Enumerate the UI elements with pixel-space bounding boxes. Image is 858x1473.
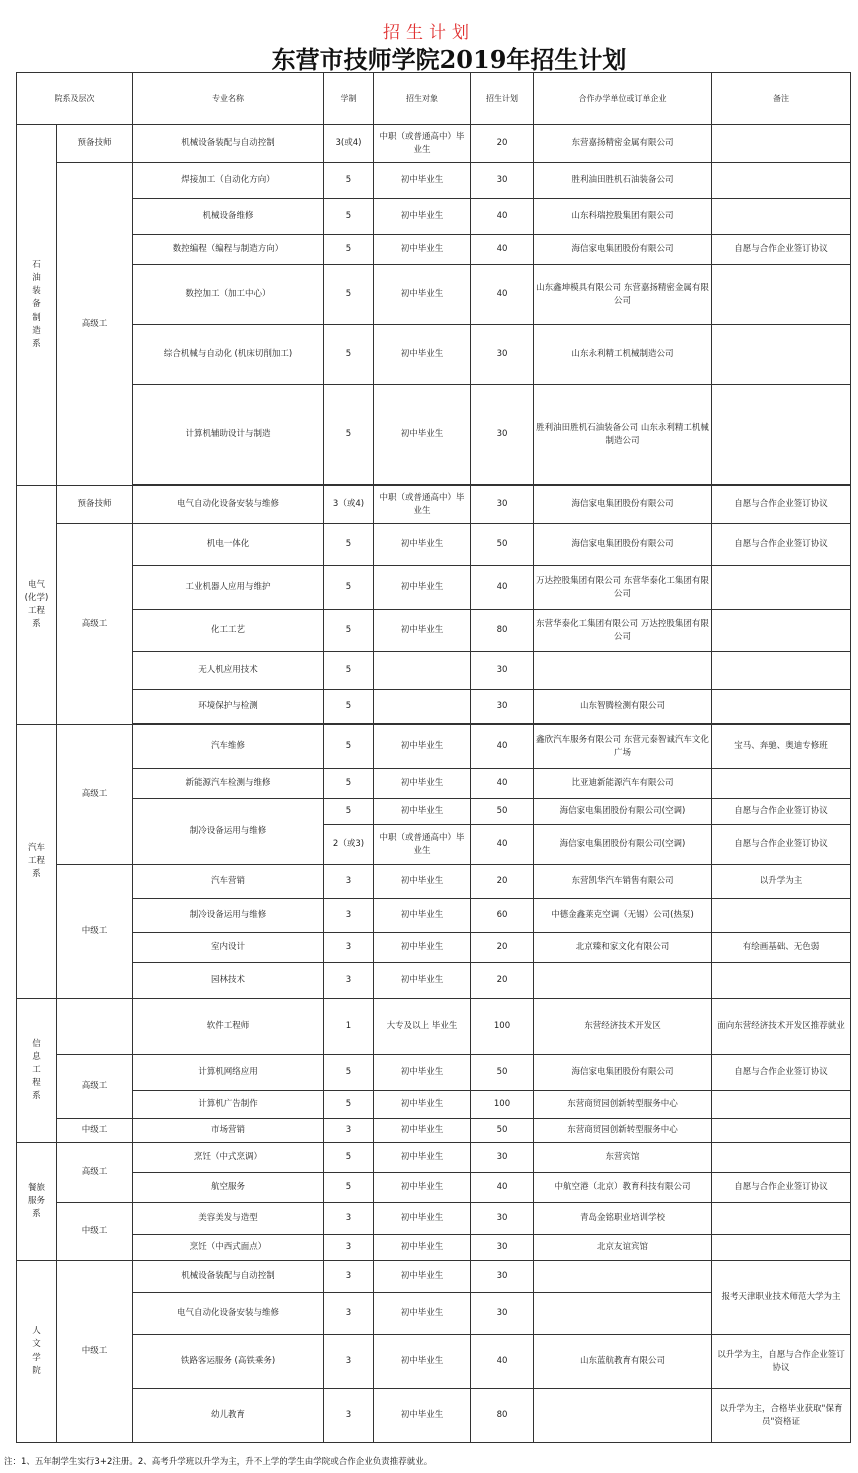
major-cell: 工业机器人应用与维护 [133, 566, 324, 610]
remark-cell [712, 1143, 851, 1173]
years-cell: 5 [324, 1143, 374, 1173]
table-row [17, 610, 851, 652]
target-cell: 初中毕业生 [374, 963, 471, 999]
header-dept-level: 院系及层次 [17, 73, 133, 125]
remark-cell [712, 690, 851, 724]
partner-cell: 海信家电集团股份有限公司 [534, 524, 712, 566]
dept-cell: 汽车工程系 [17, 725, 57, 999]
table-row [17, 1235, 851, 1261]
partner-cell: 胜利油田胜机石油装备公司 [534, 163, 712, 199]
plan-cell: 50 [471, 799, 534, 825]
dept-cell: 电气(化学)工程系 [17, 486, 57, 725]
target-cell: 初中毕业生 [374, 1143, 471, 1173]
years-cell: 5 [324, 199, 374, 235]
remark-cell: 面向东营经济技术开发区推荐就业 [712, 999, 851, 1055]
plan-cell: 80 [471, 610, 534, 652]
table-row [17, 1055, 851, 1091]
years-cell: 3 [324, 963, 374, 999]
target-cell: 初中毕业生 [374, 385, 471, 485]
major-cell: 烹饪（中式烹调） [133, 1143, 324, 1173]
target-cell: 初中毕业生 [374, 1055, 471, 1091]
remark-cell [712, 652, 851, 690]
major-cell: 数控编程（编程与制造方向） [133, 235, 324, 265]
plan-cell: 30 [471, 1203, 534, 1235]
table-row [17, 769, 851, 799]
partner-cell: 海信家电集团股份有限公司 [534, 486, 712, 524]
years-cell: 5 [324, 799, 374, 825]
target-cell [374, 690, 471, 724]
table-row [17, 486, 851, 524]
remark-cell [712, 325, 851, 385]
remark-cell: 自愿与合作企业签订协议 [712, 486, 851, 524]
header-remark: 备注 [712, 73, 851, 125]
years-cell: 3 [324, 899, 374, 933]
remark-cell: 以升学为主，自愿与合作企业签订协议 [712, 1335, 851, 1389]
major-cell: 园林技术 [133, 963, 324, 999]
remark-cell [712, 610, 851, 652]
remark-cell: 有绘画基础、无色弱 [712, 933, 851, 963]
plan-cell: 30 [471, 1293, 534, 1335]
plan-cell: 30 [471, 325, 534, 385]
major-cell: 美容美发与造型 [133, 1203, 324, 1235]
plan-cell: 50 [471, 524, 534, 566]
table-row [17, 566, 851, 610]
partner-cell: 海信家电集团股份有限公司(空调) [534, 799, 712, 825]
major-cell: 机械设备装配与自动控制 [133, 1261, 324, 1293]
plan-cell: 30 [471, 690, 534, 724]
target-cell: 初中毕业生 [374, 899, 471, 933]
remark-cell [712, 769, 851, 799]
major-cell: 汽车营销 [133, 865, 324, 899]
partner-cell: 海信家电集团股份有限公司 [534, 235, 712, 265]
plan-cell: 40 [471, 769, 534, 799]
level-cell: 预备技师 [57, 125, 133, 163]
years-cell: 5 [324, 566, 374, 610]
major-cell: 新能源汽车检测与维修 [133, 769, 324, 799]
major-cell: 计算机广告制作 [133, 1091, 324, 1119]
plan-cell: 50 [471, 1055, 534, 1091]
plan-cell: 40 [471, 825, 534, 865]
partner-cell [534, 1389, 712, 1443]
target-cell: 初中毕业生 [374, 325, 471, 385]
table-row [17, 865, 851, 899]
years-cell: 3 [324, 1389, 374, 1443]
remark-cell: 自愿与合作企业签订协议 [712, 524, 851, 566]
dept-cell: 石油装备制造系 [17, 125, 57, 486]
remark-cell [712, 963, 851, 999]
plan-cell: 40 [471, 1173, 534, 1203]
level-cell: 预备技师 [57, 486, 133, 524]
table-row [17, 1203, 851, 1235]
table-row [17, 1335, 851, 1389]
plan-cell: 40 [471, 1335, 534, 1389]
target-cell: 初中毕业生 [374, 1293, 471, 1335]
years-cell: 2（或3) [324, 825, 374, 865]
target-cell: 初中毕业生 [374, 566, 471, 610]
plan-cell: 20 [471, 963, 534, 999]
years-cell: 3（或4) [324, 486, 374, 524]
level-cell: 中级工 [57, 1119, 133, 1143]
table-row [17, 1173, 851, 1203]
years-cell: 5 [324, 769, 374, 799]
partner-cell: 北京友谊宾馆 [534, 1235, 712, 1261]
table-row [17, 1091, 851, 1119]
partner-cell: 比亚迪新能源汽车有限公司 [534, 769, 712, 799]
table-row [17, 125, 851, 163]
target-cell: 初中毕业生 [374, 199, 471, 235]
top-label: 招生计划 [383, 23, 475, 43]
plan-cell: 30 [471, 1143, 534, 1173]
table-row [17, 163, 851, 199]
plan-cell: 30 [471, 163, 534, 199]
major-cell: 数控加工（加工中心） [133, 265, 324, 325]
header-major: 专业名称 [133, 73, 324, 125]
target-cell: 初中毕业生 [374, 235, 471, 265]
header-partner: 合作办学单位或订单企业 [534, 73, 712, 125]
target-cell: 初中毕业生 [374, 265, 471, 325]
plan-cell: 100 [471, 1091, 534, 1119]
years-cell: 5 [324, 385, 374, 485]
years-cell: 3 [324, 1261, 374, 1293]
plan-cell: 100 [471, 999, 534, 1055]
partner-cell [534, 1293, 712, 1335]
remark-cell: 自愿与合作企业签订协议 [712, 825, 851, 865]
major-cell: 制冷设备运用与维修 [133, 799, 324, 865]
plan-cell: 40 [471, 566, 534, 610]
years-cell: 5 [324, 325, 374, 385]
years-cell: 5 [324, 725, 374, 769]
remark-cell: 以升学为主 [712, 865, 851, 899]
remark-cell: 宝马、奔驰、奥迪专修班 [712, 725, 851, 769]
years-cell: 5 [324, 1173, 374, 1203]
target-cell: 中职（或普通高中）毕业生 [374, 125, 471, 163]
plan-cell: 50 [471, 1119, 534, 1143]
major-cell: 烹饪（中西式面点） [133, 1235, 324, 1261]
table-row [17, 235, 851, 265]
target-cell: 大专及以上 毕业生 [374, 999, 471, 1055]
table-row [17, 690, 851, 724]
years-cell: 3 [324, 1203, 374, 1235]
partner-cell: 海信家电集团股份有限公司(空调) [534, 825, 712, 865]
table-row [17, 799, 851, 825]
table-row [17, 1119, 851, 1143]
level-cell: 中级工 [57, 1261, 133, 1443]
partner-cell: 山东智腾检测有限公司 [534, 690, 712, 724]
target-cell: 初中毕业生 [374, 1091, 471, 1119]
major-cell: 环境保护与检测 [133, 690, 324, 724]
years-cell: 5 [324, 1055, 374, 1091]
partner-cell: 山东科瑞控股集团有限公司 [534, 199, 712, 235]
partner-cell: 万达控股集团有限公司 东营华泰化工集团有限公司 [534, 566, 712, 610]
target-cell: 中职（或普通高中）毕业生 [374, 486, 471, 524]
partner-cell: 东营宾馆 [534, 1143, 712, 1173]
target-cell: 初中毕业生 [374, 1173, 471, 1203]
header-target: 招生对象 [374, 73, 471, 125]
target-cell: 初中毕业生 [374, 1119, 471, 1143]
plan-cell: 30 [471, 486, 534, 524]
target-cell: 初中毕业生 [374, 163, 471, 199]
remark-cell: 报考天津职业技术师范大学为主 [712, 1261, 851, 1335]
years-cell: 3 [324, 1335, 374, 1389]
partner-cell: 东营商贸园创新转型服务中心 [534, 1119, 712, 1143]
partner-cell: 海信家电集团股份有限公司 [534, 1055, 712, 1091]
target-cell: 初中毕业生 [374, 933, 471, 963]
years-cell: 3 [324, 933, 374, 963]
target-cell: 初中毕业生 [374, 524, 471, 566]
major-cell: 电气自动化设备安装与维修 [133, 1293, 324, 1335]
remark-cell: 自愿与合作企业签订协议 [712, 799, 851, 825]
years-cell: 3 [324, 865, 374, 899]
table-row [17, 524, 851, 566]
table-row [17, 933, 851, 963]
remark-cell [712, 899, 851, 933]
dept-cell: 人文学院 [17, 1261, 57, 1443]
plan-cell: 20 [471, 933, 534, 963]
plan-cell: 40 [471, 725, 534, 769]
plan-cell: 40 [471, 235, 534, 265]
plan-cell: 20 [471, 125, 534, 163]
table-row [17, 1389, 851, 1443]
page-title: 东营市技师学院2019年招生计划 [271, 45, 627, 74]
partner-cell [534, 963, 712, 999]
remark-cell [712, 125, 851, 163]
major-cell: 机电一体化 [133, 524, 324, 566]
remark-cell [712, 566, 851, 610]
years-cell: 5 [324, 652, 374, 690]
partner-cell: 山东鑫坤模具有限公司 东营嘉扬精密金属有限公司 [534, 265, 712, 325]
major-cell: 汽车维修 [133, 725, 324, 769]
remark-cell [712, 1091, 851, 1119]
dept-cell: 信息工程系 [17, 999, 57, 1143]
partner-cell: 山东永利精工机械制造公司 [534, 325, 712, 385]
target-cell: 初中毕业生 [374, 1335, 471, 1389]
target-cell: 初中毕业生 [374, 610, 471, 652]
remark-cell [712, 1235, 851, 1261]
target-cell: 初中毕业生 [374, 1389, 471, 1443]
partner-cell [534, 1261, 712, 1293]
remark-cell: 自愿与合作企业签订协议 [712, 235, 851, 265]
target-cell: 初中毕业生 [374, 769, 471, 799]
partner-cell: 东营经济技术开发区 [534, 999, 712, 1055]
table-row [17, 199, 851, 235]
major-cell: 电气自动化设备安装与维修 [133, 486, 324, 524]
partner-cell: 中航空港（北京）教育科技有限公司 [534, 1173, 712, 1203]
years-cell: 1 [324, 999, 374, 1055]
remark-cell [712, 385, 851, 485]
partner-cell: 胜利油田胜机石油装备公司 山东永利精工机械制造公司 [534, 385, 712, 485]
header-years: 学制 [324, 73, 374, 125]
major-cell: 综合机械与自动化 (机床切削加工) [133, 325, 324, 385]
target-cell: 初中毕业生 [374, 799, 471, 825]
level-cell [57, 999, 133, 1055]
remark-cell [712, 199, 851, 235]
remark-cell [712, 1119, 851, 1143]
years-cell: 5 [324, 610, 374, 652]
level-cell: 中级工 [57, 1203, 133, 1261]
target-cell: 初中毕业生 [374, 1261, 471, 1293]
plan-cell: 30 [471, 1261, 534, 1293]
plan-cell: 30 [471, 385, 534, 485]
partner-cell: 北京臻和家文化有限公司 [534, 933, 712, 963]
remark-cell: 自愿与合作企业签订协议 [712, 1173, 851, 1203]
plan-cell: 40 [471, 265, 534, 325]
partner-cell: 鑫欣汽车服务有限公司 东营元泰智诚汽车文化广场 [534, 725, 712, 769]
table-row [17, 725, 851, 769]
major-cell: 室内设计 [133, 933, 324, 963]
partner-cell: 山东蓝航教育有限公司 [534, 1335, 712, 1389]
plan-cell: 30 [471, 1235, 534, 1261]
major-cell: 化工工艺 [133, 610, 324, 652]
major-cell: 铁路客运服务 (高铁乘务) [133, 1335, 324, 1389]
partner-cell [534, 652, 712, 690]
table-row [17, 385, 851, 485]
target-cell: 初中毕业生 [374, 1203, 471, 1235]
table-row [17, 899, 851, 933]
level-cell: 高级工 [57, 524, 133, 725]
header-row [17, 73, 851, 125]
level-cell: 高级工 [57, 163, 133, 486]
table-row [17, 652, 851, 690]
partner-cell: 东营嘉扬精密金属有限公司 [534, 125, 712, 163]
years-cell: 3 [324, 1293, 374, 1335]
remark-cell: 自愿与合作企业签订协议 [712, 1055, 851, 1091]
years-cell: 5 [324, 235, 374, 265]
table-row [17, 265, 851, 325]
target-cell: 初中毕业生 [374, 865, 471, 899]
partner-cell: 青岛金铭职业培训学校 [534, 1203, 712, 1235]
footnote: 注：1、五年制学生实行3+2注册。2、高考升学班以升学为主，升不上学的学生由学院或合作企业负责推荐就业。 [4, 1457, 433, 1467]
remark-cell [712, 1203, 851, 1235]
header-plan: 招生计划 [471, 73, 534, 125]
remark-cell: 以升学为主，合格毕业获取"保育员"资格证 [712, 1389, 851, 1443]
major-cell: 市场营销 [133, 1119, 324, 1143]
major-cell: 无人机应用技术 [133, 652, 324, 690]
major-cell: 焊接加工（自动化方向） [133, 163, 324, 199]
years-cell: 5 [324, 265, 374, 325]
major-cell: 机械设备装配与自动控制 [133, 125, 324, 163]
major-cell: 计算机辅助设计与制造 [133, 385, 324, 485]
table-row [17, 325, 851, 385]
years-cell: 5 [324, 524, 374, 566]
years-cell: 3 [324, 1119, 374, 1143]
partner-cell: 东营华泰化工集团有限公司 万达控股集团有限公司 [534, 610, 712, 652]
remark-cell [712, 265, 851, 325]
years-cell: 3(或4) [324, 125, 374, 163]
major-cell: 软件工程师 [133, 999, 324, 1055]
major-cell: 计算机网络应用 [133, 1055, 324, 1091]
plan-cell: 20 [471, 865, 534, 899]
level-cell: 中级工 [57, 865, 133, 999]
table-row [17, 1261, 851, 1293]
plan-cell: 80 [471, 1389, 534, 1443]
target-cell: 中职（或普通高中）毕业生 [374, 825, 471, 865]
table-row [17, 1143, 851, 1173]
dept-cell: 餐旅服务系 [17, 1143, 57, 1261]
remark-cell [712, 163, 851, 199]
level-cell: 高级工 [57, 725, 133, 865]
major-cell: 航空服务 [133, 1173, 324, 1203]
major-cell: 制冷设备运用与维修 [133, 899, 324, 933]
partner-cell: 东营凯华汽车销售有限公司 [534, 865, 712, 899]
years-cell: 3 [324, 1235, 374, 1261]
level-cell: 高级工 [57, 1143, 133, 1203]
major-cell: 幼儿教育 [133, 1389, 324, 1443]
years-cell: 5 [324, 690, 374, 724]
level-cell: 高级工 [57, 1055, 133, 1119]
major-cell: 机械设备维修 [133, 199, 324, 235]
plan-cell: 60 [471, 899, 534, 933]
plan-cell: 40 [471, 199, 534, 235]
partner-cell: 东营商贸园创新转型服务中心 [534, 1091, 712, 1119]
target-cell: 初中毕业生 [374, 1235, 471, 1261]
table-row [17, 999, 851, 1055]
target-cell [374, 652, 471, 690]
years-cell: 5 [324, 1091, 374, 1119]
partner-cell: 中德金鑫莱克空调（无锡）公司(热泵) [534, 899, 712, 933]
years-cell: 5 [324, 163, 374, 199]
table-row [17, 963, 851, 999]
target-cell: 初中毕业生 [374, 725, 471, 769]
enrollment-table [16, 72, 851, 1443]
plan-cell: 30 [471, 652, 534, 690]
